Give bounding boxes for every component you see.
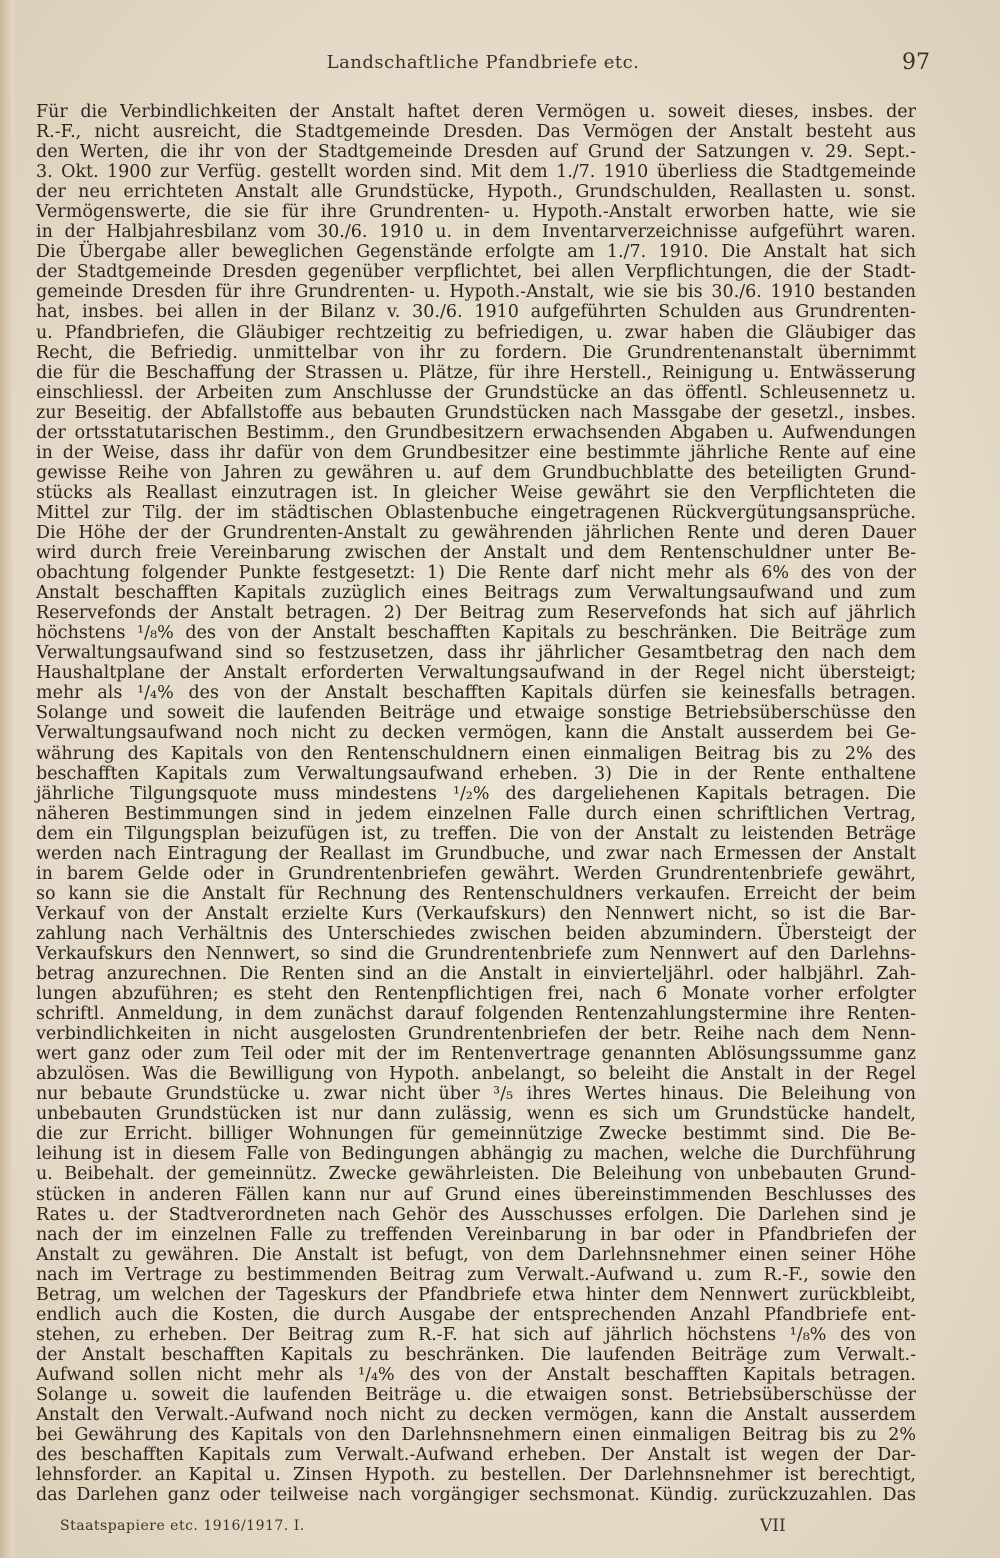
text-line: Vermögenswerte, die sie für ihre Grundrenten- u. Hypoth.-Anstalt erworben hatte, wie sie (36, 202, 916, 223)
text-line: Die Übergabe aller beweglichen Gegenstände erfolgte am 1./7. 1910. Die Anstalt hat sich (36, 242, 916, 263)
text-line: u. Beibehalt. der gemeinnütz. Zwecke gewährleisten. Die Beleihung von unbebauten Grund- (36, 1164, 916, 1185)
text-line: zahlung nach Verhältnis des Unterschiedes zwischen beiden abzumindern. Übersteigt der (36, 923, 916, 944)
signature-mark: VII (760, 1516, 786, 1536)
text-line: hat, insbes. bei allen in der Bilanz v. 30./6. 1910 aufgeführten Schulden aus Grundrenten- (36, 302, 916, 323)
text-line: dem ein Tilgungsplan beizufügen ist, zu treffen. Die von der Anstalt zu leistenden Beträge (36, 823, 916, 844)
text-line: lungen abzuführen; es steht den Rentenpflichtigen frei, nach 6 Monate vorher erfolgter (36, 984, 916, 1005)
text-line: das Darlehen ganz oder teilweise nach vorgängiger sechsmonat. Kündig. zurückzuzahlen. Das (36, 1485, 916, 1506)
text-line: Verkaufskurs den Nennwert, so sind die Grundrentenbriefe zum Nennwert auf den Darlehns- (36, 943, 916, 964)
text-line: stücken in anderen Fällen kann nur auf Grund eines übereinstimmenden Beschlusses des (36, 1184, 916, 1205)
text-line: Verwaltungsaufwand noch nicht zu decken vermögen, kann die Anstalt ausserdem bei Ge- (36, 723, 916, 744)
text-line: gewisse Reihe von Jahren zu gewähren u. auf dem Grundbuchblatte des beteiligten Grund- (36, 462, 916, 483)
text-line: wird durch freie Vereinbarung zwischen der Anstalt und dem Rentenschuldner unter Be- (36, 543, 916, 564)
text-line: abzulösen. Was die Bewilligung von Hypoth. anbelangt, so beleiht die Anstalt in der Regel (36, 1064, 916, 1085)
text-line: Aufwand sollen nicht mehr als ¹/₄% des von der Anstalt beschafften Kapitals betragen. (36, 1364, 916, 1385)
text-line: Rates u. der Stadtverordneten nach Gehör des Ausschusses erfolgen. Die Darlehen sind je (36, 1204, 916, 1225)
text-line: so kann sie die Anstalt für Rechnung des Rentenschuldners verkaufen. Erreicht der beim (36, 883, 916, 904)
text-line: Die Höhe der der Grundrenten-Anstalt zu gewährenden jährlichen Rente und deren Dauer (36, 522, 916, 543)
text-line: Anstalt beschafften Kapitals zuzüglich eines Beitrags zum Verwaltungsaufwand und zum (36, 583, 916, 604)
text-line: leihung ist in diesem Falle von Bedingungen abhängig zu machen, welche die Durchführung (36, 1144, 916, 1165)
text-line: in barem Gelde oder in Grundrentenbriefen gewährt. Werden Grundrentenbriefe gewährt, (36, 863, 916, 884)
running-head: Landschaftliche Pfandbriefe etc. (326, 52, 640, 73)
page-number: 97 (902, 50, 930, 75)
text-line: beschafften Kapitals zum Verwaltungsaufwand erheben. 3) Die in der Rente enthaltene (36, 763, 916, 784)
signature-line: Staatspapiere etc. 1916/1917. I. (60, 1518, 305, 1534)
text-line: bei Gewährung des Kapitals von den Darlehnsnehmern einen einmaligen Beitrag bis zu 2% (36, 1425, 916, 1446)
text-line: der Anstalt beschafften Kapitals zu beschränken. Die laufenden Beiträge zum Verwalt.- (36, 1344, 916, 1365)
text-line: 3. Okt. 1900 zur Verfüg. gestellt worden sind. Mit dem 1./7. 1910 überliess die Stadtgemeinde (36, 162, 916, 183)
body-paragraph (36, 102, 916, 1505)
text-line: höchstens ¹/₈% des von der Anstalt beschafften Kapitals zu beschränken. Die Beiträge zum (36, 623, 916, 644)
text-line: Verkauf von der Anstalt erzielte Kurs (Verkaufskurs) den Nennwert nicht, so ist die Bar- (36, 903, 916, 924)
text-line: Mittel zur Tilg. der im städtischen Oblastenbuche eingetragenen Rückvergütungsansprüche. (36, 502, 916, 523)
text-line: stehen, zu erheben. Der Beitrag zum R.-F. hat sich auf jährlich höchstens ¹/₈% des von (36, 1324, 916, 1345)
text-line: der neu errichteten Anstalt alle Grundstücke, Hypoth., Grundschulden, Reallasten u. sonst. (36, 182, 916, 203)
text-line: jährliche Tilgungsquote muss mindestens ¹/₂% des dargeliehenen Kapitals betragen. Die (36, 783, 916, 804)
page-header (36, 52, 930, 82)
text-line: betrag anzurechnen. Die Renten sind an die Anstalt in einvierteljährl. oder halbjährl. Zah- (36, 964, 916, 985)
text-line: der ortsstatutarischen Bestimm., den Grundbesitzern erwachsenden Abgaben u. Aufwendungen (36, 422, 916, 443)
text-line: Haushaltplane der Anstalt erforderten Verwaltungsaufwand in der Regel nicht übersteigt; (36, 663, 916, 684)
page-binding-edge (0, 0, 14, 1558)
text-line: schriftl. Anmeldung, in dem zunächst darauf folgenden Rentenzahlungstermine ihre Renten- (36, 1004, 916, 1025)
page-footer (60, 1518, 940, 1542)
text-line: u. Pfandbriefen, die Gläubiger rechtzeitig zu befriedigen, u. zwar haben die Gläubiger das (36, 322, 916, 343)
text-line: Anstalt den Verwalt.-Aufwand noch nicht zu decken vermögen, kann die Anstalt ausserdem (36, 1405, 916, 1426)
text-line: Solange u. soweit die laufenden Beiträge u. die etwaigen sonst. Betriebsüberschüsse der (36, 1385, 916, 1405)
text-line: Recht, die Befriedig. unmittelbar von ihr zu fordern. Die Grundrentenanstalt übernimmt (36, 342, 916, 363)
text-line: Reservefonds der Anstalt betragen. 2) Der Beitrag zum Reservefonds hat sich auf jährlich (36, 603, 916, 624)
text-line: des beschafften Kapitals zum Verwalt.-Aufwand erheben. Der Anstalt ist wegen der Dar- (36, 1445, 916, 1466)
text-line: die für die Beschaffung der Strassen u. Plätze, für ihre Herstell., Reinigung u. Entwässerung (36, 362, 916, 383)
text-line: der Stadtgemeinde Dresden gegenüber verpflichtet, bei allen Verpflichtungen, die der Stadt- (36, 262, 916, 283)
text-line: Verwaltungsaufwand sind so festzusetzen, dass ihr jährlicher Gesamtbetrag den nach dem (36, 643, 916, 664)
text-line: die zur Erricht. billiger Wohnungen für gemeinnützige Zwecke bestimmt sind. Die Be- (36, 1124, 916, 1145)
text-line: obachtung folgender Punkte festgesetzt: 1) Die Rente darf nicht mehr als 6% des von der (36, 563, 916, 584)
text-line: zur Beseitig. der Abfallstoffe aus bebauten Grundstücken nach Massgabe der gesetzl., insbes. (36, 402, 916, 423)
text-line: wert ganz oder zum Teil oder mit der im Rentenvertrage genannten Ablösungssumme ganz (36, 1044, 916, 1065)
text-line: nach der im einzelnen Falle zu treffenden Vereinbarung in bar oder in Pfandbriefen der (36, 1224, 916, 1245)
text-line: Anstalt zu gewähren. Die Anstalt ist befugt, von dem Darlehnsnehmer einen seiner Höhe (36, 1244, 916, 1265)
text-line: nach im Vertrage zu bestimmenden Beitrag zum Verwalt.-Aufwand u. zum R.-F., sowie den (36, 1264, 916, 1285)
text-line: endlich auch die Kosten, die durch Ausgabe der entsprechenden Anzahl Pfandbriefe ent- (36, 1304, 916, 1325)
text-line: näheren Bestimmungen sind in jedem einzelnen Falle durch einen schriftlichen Vertrag, (36, 803, 916, 824)
text-line: stücks als Reallast einzutragen ist. In gleicher Weise gewährt sie den Verpflichteten die (36, 482, 916, 503)
text-line: werden nach Eintragung der Reallast im Grundbuche, und zwar nach Ermessen der Anstalt (36, 843, 916, 864)
text-line: verbindlichkeiten in nicht ausgelosten Grundrentenbriefen der betr. Reihe nach dem Nenn- (36, 1024, 916, 1045)
text-line: in der Halbjahresbilanz vom 30./6. 1910 u. in dem Inventarverzeichnisse aufgeführt waren. (36, 222, 916, 243)
text-line: unbebauten Grundstücken ist nur dann zulässig, wenn es sich um Grundstücke handelt, (36, 1104, 916, 1125)
text-line: währung des Kapitals von den Rentenschuldnern einen einmaligen Beitrag bis zu 2% des (36, 743, 916, 764)
text-line: lehnsforder. an Kapital u. Zinsen Hypoth. zu bestellen. Der Darlehnsnehmer ist berechtigt, (36, 1465, 916, 1486)
text-line: Für die Verbindlichkeiten der Anstalt haftet deren Vermögen u. soweit dieses, insbes. der (36, 102, 916, 122)
text-line: in der Weise, dass ihr dafür von dem Grundbesitzer eine bestimmte jährliche Rente auf eine (36, 442, 916, 463)
text-line: Solange und soweit die laufenden Beiträge und etwaige sonstige Betriebsüberschüsse den (36, 703, 916, 724)
text-line: R.-F., nicht ausreicht, die Stadtgemeinde Dresden. Das Vermögen der Anstalt besteht aus (36, 122, 916, 143)
text-line: gemeinde Dresden für ihre Grundrenten- u. Hypoth.-Anstalt, wie sie bis 30./6. 1910 bestanden (36, 282, 916, 303)
text-line: mehr als ¹/₄% des von der Anstalt beschafften Kapitals dürfen sie keinesfalls betragen. (36, 683, 916, 704)
text-line: nur bebaute Grundstücke u. zwar nicht über ³/₅ ihres Wertes hinaus. Die Beleihung von (36, 1084, 916, 1105)
text-line: Betrag, um welchen der Tageskurs der Pfandbriefe etwa hinter dem Nennwert zurückbleibt, (36, 1284, 916, 1305)
text-line: den Werten, die ihr von der Stadtgemeinde Dresden auf Grund der Satzungen v. 29. Sept.- (36, 142, 916, 163)
text-line: einschliessl. der Arbeiten zum Anschlusse der Grundstücke an das öffentl. Schleusennetz u. (36, 382, 916, 403)
